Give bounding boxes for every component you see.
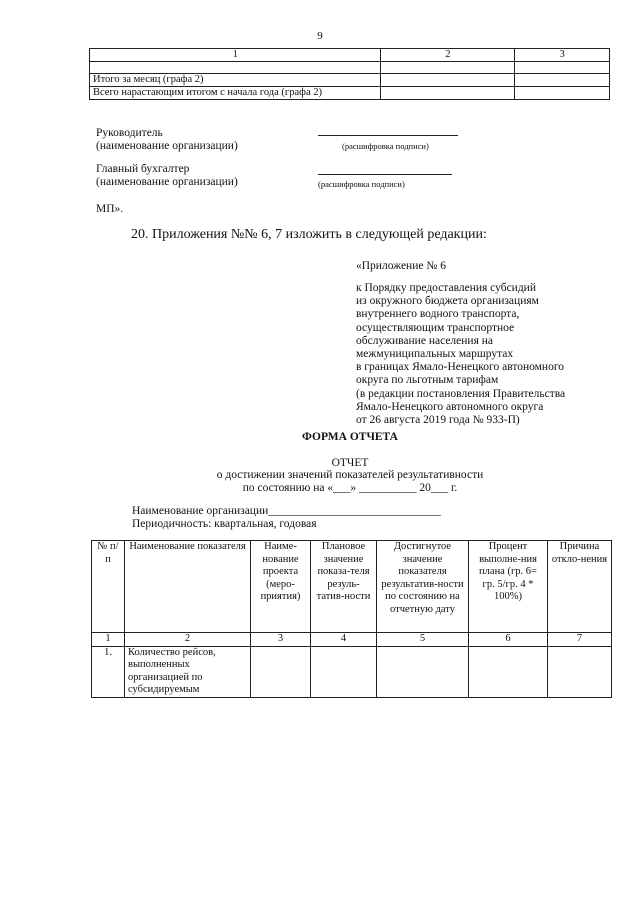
table-cell	[515, 62, 610, 74]
organization-name-line: Наименование организации______________________________	[132, 505, 441, 517]
table-cell: 3	[251, 633, 311, 647]
table-cell	[311, 646, 377, 697]
header-percent-complete: Процент выполне-ния плана (гр. 6= гр. 5/гр. 4 * 100%)	[469, 541, 548, 633]
appendix-line: Ямало-Ненецкого автономного округа	[356, 400, 544, 413]
table-cell: 1.	[92, 646, 125, 697]
head-label: Руководитель	[96, 127, 163, 139]
table-cell	[548, 646, 612, 697]
table-cell	[381, 87, 515, 100]
appendix-block	[356, 282, 565, 427]
header-indicator-name: Наименование показателя	[125, 541, 251, 633]
report-table	[91, 540, 612, 698]
summary-table	[89, 48, 610, 100]
header-number: № п/п	[92, 541, 125, 633]
periodicity-line: Периодичность: квартальная, годовая	[132, 518, 317, 530]
appendix-line: к Порядку предоставления субсидий	[356, 282, 536, 294]
table-cell	[377, 646, 469, 697]
table-cell: Количество рейсов, выполненных организацией по субсидируемым	[125, 646, 251, 697]
table-cell: Итого за месяц (графа 2)	[90, 74, 381, 87]
table-cell	[381, 62, 515, 74]
appendix-line: из окружного бюджета организациям	[356, 295, 539, 308]
header-planned-value: Плановое значение показа-теля резуль-татив-ности	[311, 541, 377, 633]
header-achieved-value: Достигнутое значение показателя результатив-ности по состоянию на отчетную дату	[377, 541, 469, 633]
appendix-line: от 26 августа 2019 года № 933-П)	[356, 414, 520, 427]
table-row	[90, 87, 610, 100]
head-org-caption: (наименование организации)	[96, 140, 238, 152]
accountant-label: Главный бухгалтер	[96, 163, 190, 175]
appendix-line: обслуживание населения на	[356, 334, 493, 347]
appendix-line: межмуниципальных маршрутах	[356, 348, 514, 361]
column-number-row	[92, 633, 612, 647]
appendix-line: (в редакции постановления Правительства	[356, 387, 566, 400]
accountant-signature-line	[318, 174, 452, 175]
report-title: ОТЧЕТ	[331, 457, 369, 469]
table-cell: 1	[92, 633, 125, 647]
appendix-title: «Приложение № 6	[356, 260, 446, 272]
table-cell: 4	[311, 633, 377, 647]
table-row	[90, 62, 610, 74]
table-row	[90, 74, 610, 87]
accountant-org-caption: (наименование организации)	[96, 176, 238, 188]
amendment-item-20: 20. Приложения №№ 6, 7 изложить в следующей редакции:	[131, 227, 487, 242]
seal-mark: МП».	[96, 203, 124, 215]
table-cell	[251, 646, 311, 697]
table-cell: 2	[381, 49, 515, 62]
page-number: 9	[317, 30, 323, 42]
table-cell	[90, 62, 381, 74]
table-cell	[515, 87, 610, 100]
table-cell: 2	[125, 633, 251, 647]
head-decode-caption: (расшифровка подписи)	[342, 141, 429, 151]
table-cell: 5	[377, 633, 469, 647]
table-cell: 3	[515, 49, 610, 62]
appendix-line: округа по льготным тарифам	[356, 374, 499, 387]
table-header-row	[90, 49, 610, 62]
table-header-row	[92, 541, 612, 633]
table-cell: Всего нарастающим итогом с начала года (графа 2)	[90, 87, 381, 100]
table-cell	[381, 74, 515, 87]
form-title: ФОРМА ОТЧЕТА	[302, 431, 398, 443]
table-cell	[515, 74, 610, 87]
table-cell: 6	[469, 633, 548, 647]
appendix-line: в границах Ямало-Ненецкого автономного	[356, 361, 565, 374]
table-cell	[469, 646, 548, 697]
appendix-line: внутреннего водного транспорта,	[356, 308, 520, 321]
header-deviation-reason: Причина откло-нения	[548, 541, 612, 633]
table-row	[92, 646, 612, 697]
head-signature-line	[318, 135, 458, 136]
report-subtitle: о достижении значений показателей результативности	[216, 469, 484, 481]
accountant-decode-caption: (расшифровка подписи)	[318, 179, 405, 189]
table-cell: 7	[548, 633, 612, 647]
header-project-name: Наиме-нование проекта (меро-приятия)	[251, 541, 311, 633]
report-date-line: по состоянию на «___» __________ 20___ г.	[242, 482, 458, 494]
table-cell: 1	[90, 49, 381, 62]
appendix-line: осуществляющим транспортное	[356, 321, 515, 334]
